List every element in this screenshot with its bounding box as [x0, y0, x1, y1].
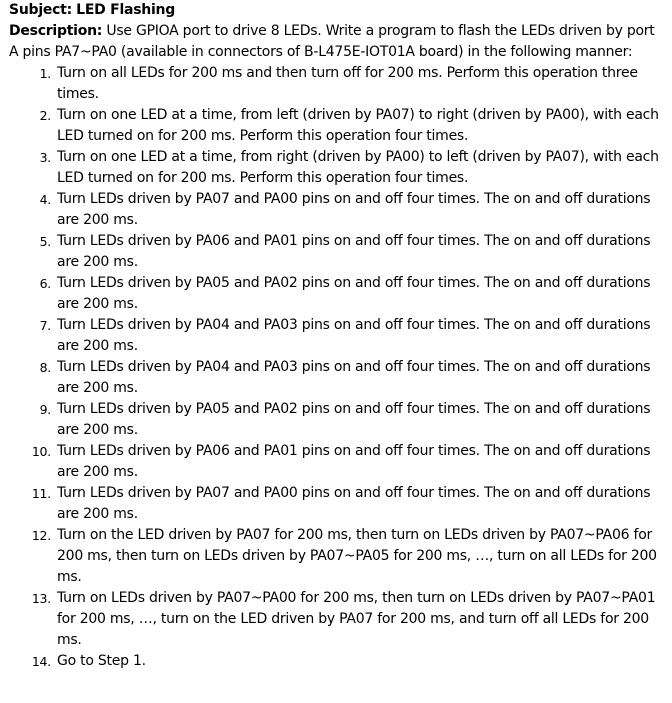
step-number: 2. [39, 108, 51, 123]
step-text: Turn LEDs driven by PA06 and PA01 pins on and off four times. The on and off durations are 200 ms. [57, 233, 651, 270]
list-item [9, 525, 662, 588]
subject-title: LED Flashing [76, 2, 176, 18]
step-text: Turn on one LED at a time, from left (driven by PA07) to right (driven by PA00), with each LED turned on for 200 ms. Perform this operation four times. [57, 107, 659, 144]
step-number: 9. [39, 402, 51, 417]
list-item [9, 651, 662, 672]
step-number: 14. [31, 654, 51, 669]
step-text: Turn on one LED at a time, from right (driven by PA00) to left (driven by PA07), with each LED turned on for 200 ms. Perform this operation four times. [57, 149, 659, 186]
list-item [9, 231, 662, 273]
step-number: 3. [39, 150, 51, 165]
step-text: Turn LEDs driven by PA06 and PA01 pins on and off four times. The on and off durations are 200 ms. [57, 443, 651, 480]
step-number: 13. [31, 591, 51, 606]
step-number: 5. [39, 234, 51, 249]
step-text: Go to Step 1. [57, 653, 146, 669]
description-text: Use GPIOA port to drive 8 LEDs. Write a program to flash the LEDs driven by port A pins PA7~PA0 (available in connectors of B-L475E-IOT01A board) in the following manner: [9, 23, 655, 60]
list-item [9, 105, 662, 147]
step-number: 10. [31, 444, 51, 459]
step-text: Turn on LEDs driven by PA07~PA00 for 200 ms, then turn on LEDs driven by PA07~PA01 for 200 ms, …, turn on the LED driven by PA07 for 200 ms, and turn off all LEDs for 200 ms. [57, 590, 656, 648]
list-item [9, 63, 662, 105]
subject-label: Subject: [9, 2, 72, 18]
step-text: Turn LEDs driven by PA05 and PA02 pins on and off four times. The on and off durations are 200 ms. [57, 275, 651, 312]
description-paragraph [9, 21, 662, 63]
list-item [9, 588, 662, 651]
steps-list [9, 63, 662, 672]
list-item [9, 315, 662, 357]
description-label: Description: [9, 23, 103, 39]
step-text: Turn LEDs driven by PA04 and PA03 pins on and off four times. The on and off durations are 200 ms. [57, 359, 651, 396]
step-text: Turn LEDs driven by PA07 and PA00 pins on and off four times. The on and off durations are 200 ms. [57, 485, 651, 522]
list-item [9, 483, 662, 525]
list-item [9, 189, 662, 231]
step-text: Turn LEDs driven by PA05 and PA02 pins on and off four times. The on and off durations are 200 ms. [57, 401, 651, 438]
list-item [9, 357, 662, 399]
step-text: Turn LEDs driven by PA07 and PA00 pins on and off four times. The on and off durations are 200 ms. [57, 191, 651, 228]
step-number: 6. [39, 276, 51, 291]
step-number: 8. [39, 360, 51, 375]
step-text: Turn LEDs driven by PA04 and PA03 pins on and off four times. The on and off durations are 200 ms. [57, 317, 651, 354]
step-number: 1. [39, 66, 51, 81]
step-text: Turn on the LED driven by PA07 for 200 ms, then turn on LEDs driven by PA07~PA06 for 200 ms, then turn on LEDs driven by PA07~PA05 for 200 ms, …, turn on all LEDs for 200 ms. [57, 527, 657, 585]
step-number: 4. [39, 192, 51, 207]
subject-line [9, 0, 662, 21]
list-item [9, 441, 662, 483]
list-item [9, 273, 662, 315]
list-item [9, 147, 662, 189]
step-number: 7. [39, 318, 51, 333]
step-number: 12. [31, 528, 51, 543]
step-text: Turn on all LEDs for 200 ms and then turn off for 200 ms. Perform this operation three times. [57, 65, 638, 102]
list-item [9, 399, 662, 441]
step-number: 11. [31, 486, 51, 501]
